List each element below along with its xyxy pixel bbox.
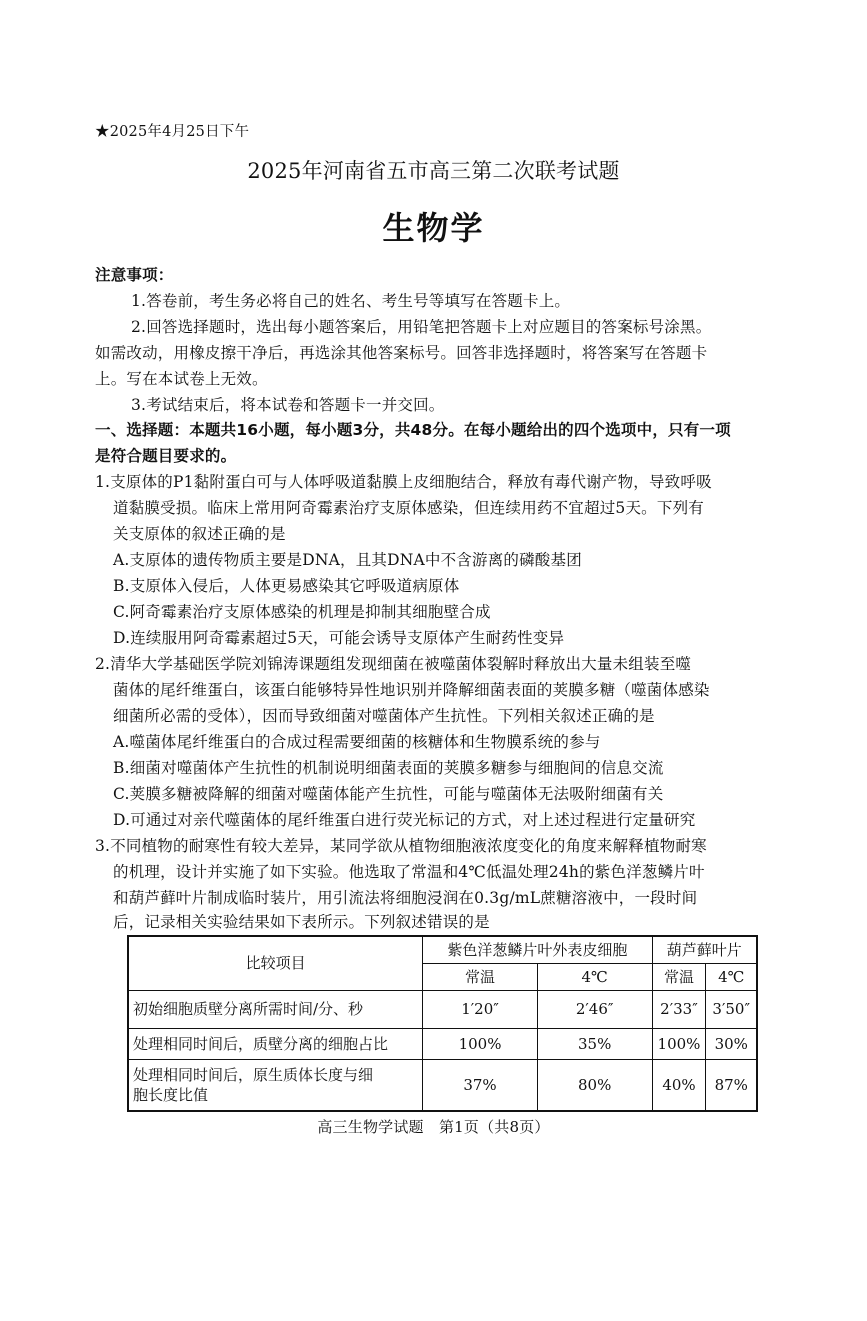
exam-title: 2025年河南省五市高三第二次联考试题 — [247, 159, 620, 183]
table-subheader: 4℃ — [706, 963, 757, 990]
table-subheader: 常温 — [423, 963, 538, 990]
table-cell: 100% — [423, 1028, 538, 1059]
note-item: 3.考试结束后，将本试卷和答题卡一并交回。 — [131, 396, 445, 414]
table-cell: 30% — [706, 1028, 757, 1059]
row-label: 处理相同时间后，质壁分离的细胞占比 — [128, 1028, 423, 1059]
table-cell: 100% — [652, 1028, 706, 1059]
page-footer: 高三生物学试题 第1页（共8页） — [317, 1118, 550, 1136]
question-stem: 道黏膜受损。临床上常用阿奇霉素治疗支原体感染，但连续用药不宜超过5天。下列有 — [113, 499, 704, 517]
question-stem: 的机理，设计并实施了如下实验。他选取了常温和4℃低温处理24h的紫色洋葱鳞片叶 — [113, 863, 705, 881]
subject-title: 生物学 — [382, 209, 485, 247]
option-a: A.噬菌体尾纤维蛋白的合成过程需要细菌的核糖体和生物膜系统的参与 — [113, 733, 601, 751]
option-d: D.可通过对亲代噬菌体的尾纤维蛋白进行荧光标记的方式，对上述过程进行定量研究 — [113, 811, 696, 829]
question-stem: 1.支原体的P1黏附蛋白可与人体呼吸道黏膜上皮细胞结合，释放有毒代谢产物，导致呼吸 — [95, 473, 712, 491]
row-label-line: 胞长度比值 — [133, 1085, 209, 1104]
row-label-line: 处理相同时间后，原生质体长度与细 — [133, 1065, 374, 1084]
table-header-moss: 葫芦藓叶片 — [652, 936, 757, 963]
question-stem: 关支原体的叙述正确的是 — [113, 525, 286, 543]
option-c: C.阿奇霉素治疗支原体感染的机理是抑制其细胞壁合成 — [113, 603, 491, 621]
row-label: 初始细胞质壁分离所需时间/分、秒 — [128, 990, 423, 1028]
notes-heading: 注意事项： — [95, 266, 174, 284]
results-table — [127, 935, 758, 1110]
note-item: 上。写在本试卷上无效。 — [95, 370, 268, 388]
table-cell: 1′20″ — [423, 990, 538, 1028]
table-cell: 37% — [423, 1059, 538, 1111]
question-stem: 3.不同植物的耐寒性有较大差异，某同学欲从植物细胞液浓度变化的角度来解释植物耐寒 — [95, 837, 707, 855]
row-label — [128, 1059, 423, 1111]
table-subheader: 常温 — [652, 963, 706, 990]
table-row — [128, 1028, 757, 1059]
table-row — [128, 1059, 757, 1111]
exam-date: ★2025年4月25日下午 — [95, 124, 250, 140]
table-cell: 40% — [652, 1059, 706, 1111]
table-cell: 2′46″ — [537, 990, 652, 1028]
table-cell: 87% — [706, 1059, 757, 1111]
question-stem: 后，记录相关实验结果如下表所示。下列叙述错误的是 — [113, 913, 490, 931]
option-c: C.荚膜多糖被降解的细菌对噬菌体能产生抗性，可能与噬菌体无法吸附细菌有关 — [113, 785, 664, 803]
section-heading: 一、选择题：本题共16小题，每小题3分，共48分。在每小题给出的四个选项中，只有一项 — [95, 421, 731, 439]
table-row — [128, 990, 757, 1028]
option-b: B.支原体入侵后，人体更易感染其它呼吸道病原体 — [113, 577, 460, 595]
option-a: A.支原体的遗传物质主要是DNA，且其DNA中不含游离的磷酸基团 — [113, 551, 582, 569]
question-stem: 2.清华大学基础医学院刘锦涛课题组发现细菌在被噬菌体裂解时释放出大量未组装至噬 — [95, 655, 692, 673]
question-stem: 细菌所必需的受体），因而导致细菌对噬菌体产生抗性。下列相关叙述正确的是 — [113, 707, 655, 725]
table-cell: 3′50″ — [706, 990, 757, 1028]
table-header-item: 比较项目 — [128, 936, 423, 990]
section-heading: 是符合题目要求的。 — [95, 447, 237, 465]
question-stem: 菌体的尾纤维蛋白，该蛋白能够特异性地识别并降解细菌表面的荚膜多糖（噬菌体感染 — [113, 681, 710, 699]
table-header-onion: 紫色洋葱鳞片叶外表皮细胞 — [423, 936, 652, 963]
table-cell: 2′33″ — [652, 990, 706, 1028]
question-stem: 和葫芦藓叶片制成临时装片，用引流法将细胞浸润在0.3g/mL蔗糖溶液中，一段时间 — [113, 889, 698, 907]
table-subheader: 4℃ — [537, 963, 652, 990]
note-item: 2.回答选择题时，选出每小题答案后，用铅笔把答题卡上对应题目的答案标号涂黑。 — [131, 318, 712, 336]
table-cell: 35% — [537, 1028, 652, 1059]
option-b: B.细菌对噬菌体产生抗性的机制说明细菌表面的荚膜多糖参与细胞间的信息交流 — [113, 759, 664, 777]
note-item: 如需改动，用橡皮擦干净后，再选涂其他答案标号。回答非选择题时，将答案写在答题卡 — [95, 344, 708, 362]
table-cell: 80% — [537, 1059, 652, 1111]
note-item: 1.答卷前，考生务必将自己的姓名、考生号等填写在答题卡上。 — [131, 292, 571, 310]
option-d: D.连续服用阿奇霉素超过5天，可能会诱导支原体产生耐药性变异 — [113, 629, 565, 647]
